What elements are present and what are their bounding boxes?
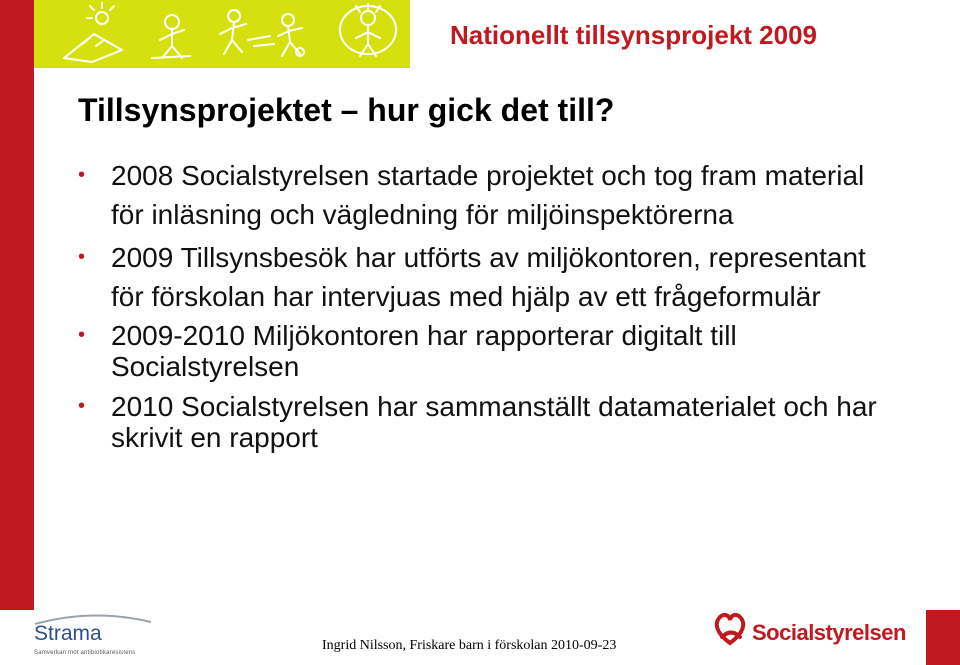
bullet-item: [78, 156, 878, 234]
left-accent-bar: [0, 0, 34, 610]
slide-title: Tillsynsprojektet – hur gick det till?: [78, 92, 615, 128]
right-accent-block: [926, 610, 960, 665]
bullet-dot-icon: •: [78, 246, 86, 268]
bullet-dot-icon: •: [78, 324, 86, 346]
children-drawing-icon: [34, 0, 410, 68]
socialstyrelsen-logo-name: Socialstyrelsen: [752, 620, 906, 645]
bullet-text: 2010 Socialstyrelsen har sammanställt datamaterialet och har skrivit en rapport: [111, 391, 877, 453]
bullet-item: [78, 238, 878, 316]
bullet-text: 2009 Tillsynsbesök har utförts av miljökontoren, representant för förskolan har intervjuas med hjälp av ett frågeformulär: [111, 242, 866, 312]
bullet-list: [78, 156, 878, 462]
footer-text: Ingrid Nilsson, Friskare barn i förskolan 2010-09-23: [322, 638, 617, 653]
bullet-item: [78, 391, 878, 453]
bullet-dot-icon: •: [78, 164, 86, 186]
bullet-text: 2009-2010 Miljökontoren har rapporterar digitalt till Socialstyrelsen: [111, 320, 737, 382]
project-title: Nationellt tillsynsprojekt 2009: [450, 20, 818, 50]
header-banner-illustration: [34, 0, 410, 68]
bullet-dot-icon: •: [78, 395, 86, 417]
socialstyrelsen-logo-icon: [712, 609, 748, 647]
bullet-text: 2008 Socialstyrelsen startade projektet och tog fram material för inläsning och vägledning för miljöinspektörerna: [111, 160, 865, 230]
strama-logo-tagline: Samverkan mot antibiotikaresistens: [34, 650, 136, 656]
strama-logo: [33, 612, 163, 662]
bullet-item: [78, 320, 878, 382]
strama-logo-name: Strama: [34, 622, 102, 645]
